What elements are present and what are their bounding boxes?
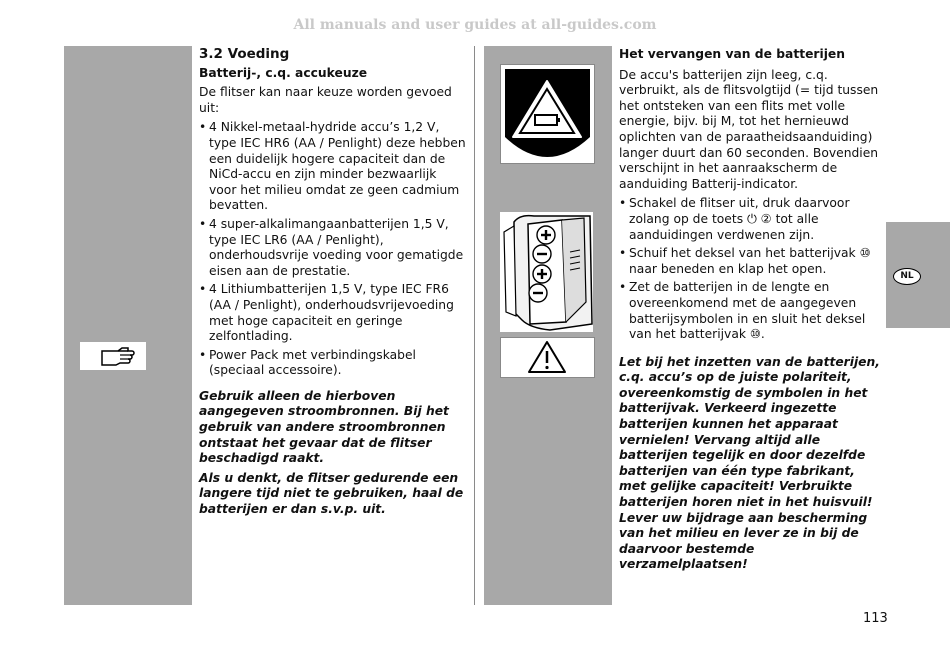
list-item: • 4 Lithiumbatterijen 1,5 V, type IEC FR6 (AA / Penlight), onderhoudsvrijevoeding met hoge capaciteit en geringe zelfontlading.: [199, 282, 467, 344]
watermark: All manuals and user guides at all-guides.com: [293, 17, 657, 33]
battery-replace-heading: Het vervangen van de batterijen: [619, 47, 846, 61]
battery-replace-text: De accu's batterijen zijn leeg, c.q. verbruikt, als de flitsvolgtijd (= tijd tussen het ontsteken van een flits met volle energie, bijv. bij M, tot het hernieuwd oplichten van de paraatheidsaanduiding) langer duurt dan 60 seconden. Bovendien verschijnt in het aanraakscherm de aanduiding Batterij-indicator.: [619, 67, 879, 191]
page-number: 113: [863, 611, 888, 626]
list-item: • Zet de batterijen in de lengte en overeenkomend met de aangegeven batterijsymbolen in en sluit het deksel van het batterijvak ⑩.: [619, 280, 883, 342]
polarity-warning: Let bij het inzetten van de batterijen, c.q. accu’s op de juiste polariteit, overeenkomstig de symbolen in het batterijvak. Verkeerd ingezette batterijen kunnen het apparaat vernielen! Vervang altijd alle batterijen tegelijk en door dezelfde batterijen van één type fabrikant, met gelijke capaciteit! Verbruikte batterijen horen niet in het huisvuil! Lever uw bijdrage aan bescherming van het milieu en lever ze in bij de daarvoor bestemde verzamelplaatsen!: [619, 354, 880, 572]
section-subheading: Batterij-, c.q. accukeuze: [199, 65, 368, 80]
left-margin-bar: [64, 46, 192, 605]
power-source-list: [199, 120, 467, 379]
battery-compartment-icon: [500, 212, 593, 332]
list-item: • Schakel de flitser uit, druk daarvoor zolang op de toets ⏻ ② tot alle aanduidingen verdwenen zijn.: [619, 196, 883, 243]
list-item: • 4 Nikkel-metaal-hydride accu’s 1,2 V, type IEC HR6 (AA / Penlight) deze hebben een duidelijk hogere capaciteit dan de NiCd-accu en zijn minder bezwaarlijk voor het milieu omdat ze geen cadmium bevatten.: [199, 120, 467, 214]
list-item: • 4 super-alkalimangaanbatterijen 1,5 V, type IEC LR6 (AA / Penlight), onderhoudsvrije voeding voor gematigde eisen aan de prestatie.: [199, 217, 467, 279]
column-divider: [474, 46, 475, 605]
right-column: [619, 47, 883, 577]
intro-text: De flitser kan naar keuze worden gevoed uit:: [199, 85, 452, 115]
list-item: • Power Pack met verbindingskabel (speciaal accessoire).: [199, 348, 467, 379]
section-heading: 3.2 Voeding: [199, 46, 290, 62]
battery-steps-list: [619, 196, 883, 342]
pointing-hand-icon: [80, 342, 146, 370]
left-column: [199, 47, 467, 522]
list-item: • Schuif het deksel van het batterijvak ⑩ naar beneden en klap het open.: [619, 246, 883, 277]
battery-warning-icon: [500, 64, 595, 164]
language-badge: NL: [893, 268, 921, 285]
power-warning: Gebruik alleen de hierboven aangegeven stroombronnen. Bij het gebruik van andere stroombronnen ontstaat het gevaar dat de flitser beschadigd raakt.: [199, 388, 449, 466]
caution-icon: [500, 337, 595, 378]
storage-note: Als u denkt, de flitser gedurende een langere tijd niet te gebruiken, haal de batterijen er dan s.v.p. uit.: [199, 470, 464, 517]
